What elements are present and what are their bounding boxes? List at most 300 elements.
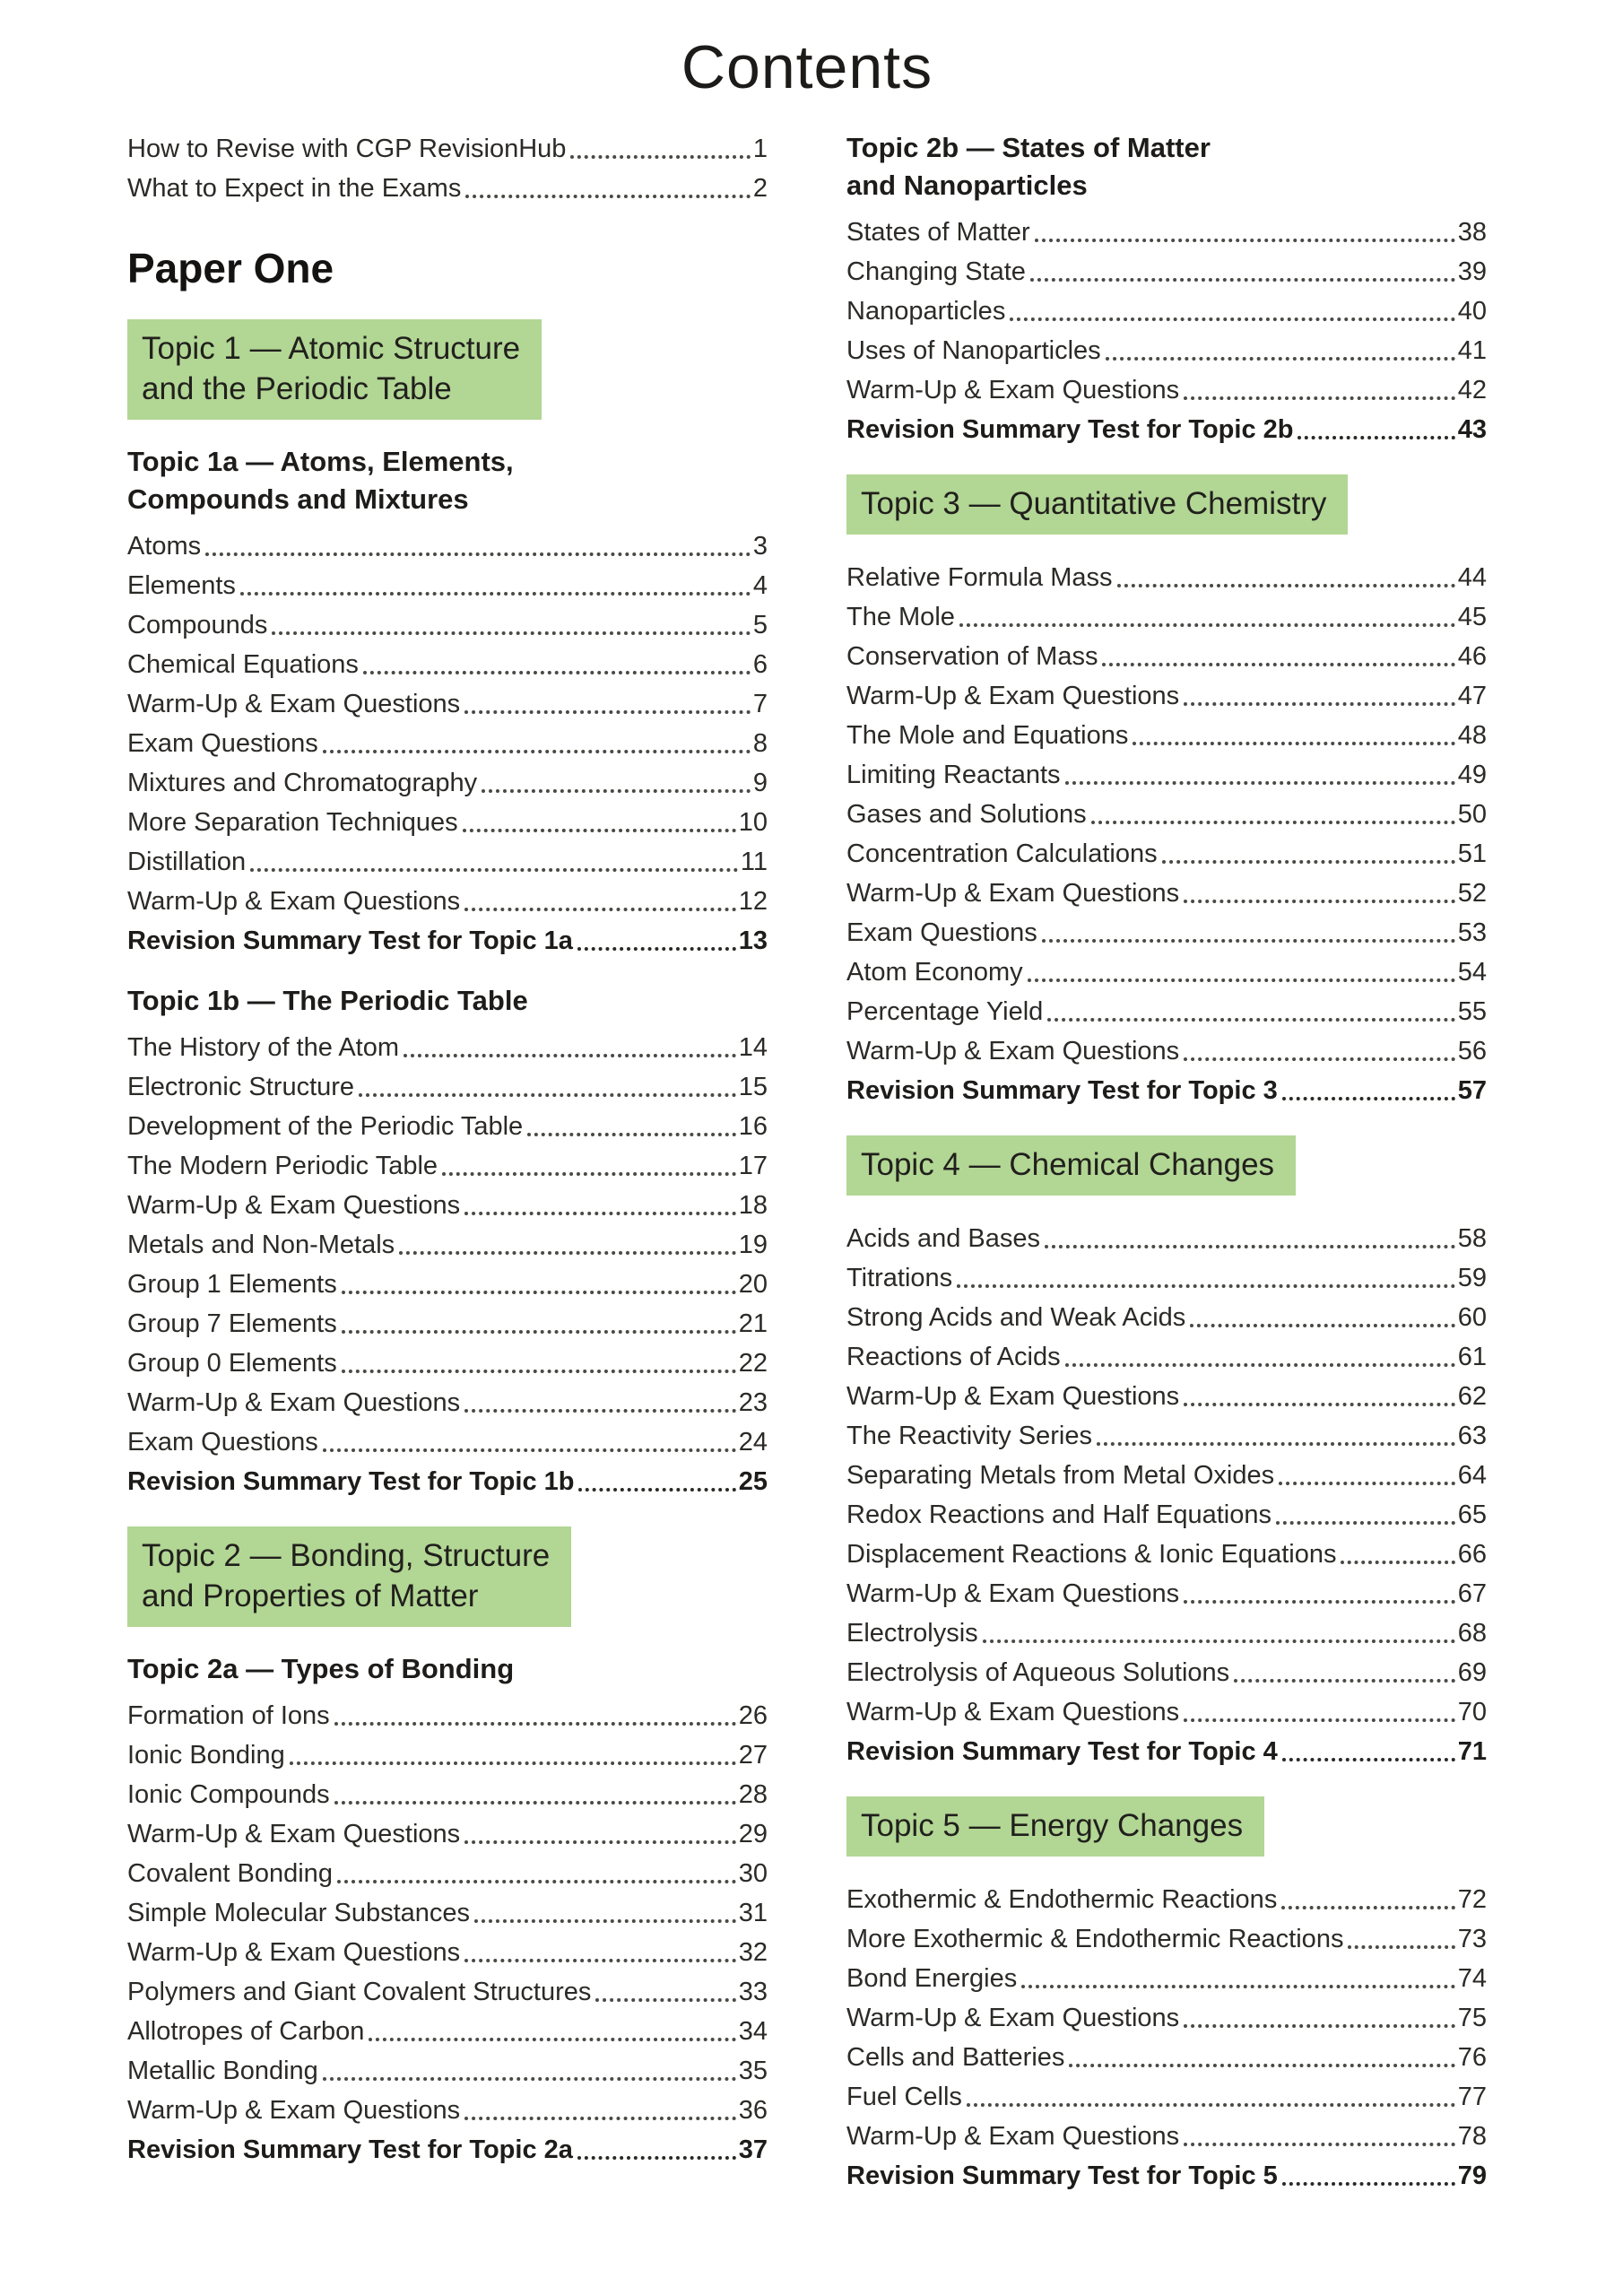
toc-entry-label: Warm-Up & Exam Questions [846,879,1180,908]
toc-entry-label: Development of the Periodic Table [127,1112,524,1141]
toc-entry-label: Revision Summary Test for Topic 1a [127,926,573,955]
toc-entry-page: 37 [738,2135,768,2164]
toc-entry-label: Percentage Yield [846,997,1044,1026]
dot-leader [369,2038,735,2041]
toc-entry-reactions-of-acids [846,1337,1487,1377]
toc-entry-page: 65 [1457,1500,1487,1529]
toc-entry-page: 18 [738,1191,768,1220]
toc-entry-label: Formation of Ions [127,1701,330,1730]
toc-entry-page: 17 [738,1152,768,1180]
dot-leader [342,1370,736,1373]
toc-entry-page: 40 [1457,297,1487,326]
topic-1b-the-periodic-table-heading [127,982,768,1020]
toc-entry-page: 43 [1457,415,1487,444]
toc-entry-label: Redox Reactions and Half Equations [846,1500,1271,1529]
dot-leader [967,2103,1455,2107]
heading-line: Topic 4 — Chemical Changes [861,1147,1275,1182]
toc-entry-page: 45 [1457,603,1487,631]
toc-entry-the-history-of-the-atom [127,1028,768,1067]
toc-entry-states-of-matter [846,213,1487,252]
toc-entry-page: 53 [1457,918,1487,947]
dot-leader [1028,978,1455,982]
dot-leader [442,1172,736,1176]
toc-entry-warm-up-exam-questions [846,1998,1487,2038]
toc-entry-conservation-of-mass [846,637,1487,676]
dot-leader [1069,2064,1454,2067]
toc-entry-page: 9 [752,769,768,797]
dot-leader [1065,781,1455,785]
toc-entry-page: 7 [752,690,768,718]
toc-entry-ionic-compounds [127,1775,768,1814]
toc-entry-page: 70 [1457,1698,1487,1726]
toc-entry-chemical-equations [127,645,768,684]
heading-line: Topic 5 — Energy Changes [861,1808,1244,1843]
toc-entry-distillation [127,842,768,882]
toc-entry-electrolysis [846,1613,1487,1653]
toc-entry-revision-summary-test-for-topic-2a [127,2130,768,2170]
toc-entry-page: 26 [738,1701,768,1730]
heading-line: and Properties of Matter [142,1578,479,1613]
dot-leader [1102,663,1454,666]
toc-entry-warm-up-exam-questions [846,874,1487,913]
toc-entry-label: Exam Questions [846,918,1037,947]
toc-entry-development-of-the-periodic-table [127,1107,768,1146]
toc-entry-page: 61 [1457,1343,1487,1371]
toc-entry-the-modern-periodic-table [127,1146,768,1186]
heading-line: Compounds and Mixtures [127,483,469,515]
toc-entry-page: 71 [1457,1737,1487,1766]
toc-entry-label: Acids and Bases [846,1224,1041,1253]
dot-leader [342,1291,736,1294]
toc-entry-page: 12 [738,887,768,916]
toc-entry-group-1-elements [127,1265,768,1304]
heading-line: Topic 1b — The Periodic Table [127,985,528,1016]
toc-entry-page: 13 [738,926,768,955]
toc-entry-group-7-elements [127,1304,768,1344]
toc-entry-label: Warm-Up & Exam Questions [846,376,1180,404]
toc-entry-label: The Reactivity Series [846,1422,1092,1450]
toc-entry-label: Revision Summary Test for Topic 4 [846,1737,1278,1766]
toc-entry-label: Group 7 Elements [127,1309,337,1338]
toc-entry-label: Exothermic & Endothermic Reactions [846,1885,1278,1914]
dot-leader [465,195,751,198]
heading-line: Topic 1 — Atomic Structure [142,331,521,366]
toc-entry-label: Metals and Non-Metals [127,1231,395,1259]
toc-entry-revision-summary-test-for-topic-2b [846,410,1487,449]
toc-entry-label: Warm-Up & Exam Questions [846,2004,1180,2032]
toc-entry-label: Mixtures and Chromatography [127,769,478,797]
toc-entry-label: Allotropes of Carbon [127,2017,365,2046]
toc-entry-label: Warm-Up & Exam Questions [846,1579,1180,1608]
dot-leader [1298,436,1454,439]
toc-entry-uses-of-nanoparticles [846,331,1487,370]
toc-entry-page: 5 [752,611,768,639]
toc-list [127,129,768,208]
dot-leader [464,710,751,714]
toc-entry-page: 48 [1457,721,1487,750]
toc-entry-page: 6 [752,650,768,679]
dot-leader [1184,1718,1455,1722]
dot-leader [1097,1442,1455,1446]
toc-entry-page: 38 [1457,218,1487,247]
topic-2b-states-of-matter-heading [846,129,1487,204]
toc-entry-label: Uses of Nanoparticles [846,336,1101,365]
toc-entry-page: 73 [1457,1925,1487,1953]
dot-leader [1091,821,1455,824]
toc-entry-the-mole [846,597,1487,637]
toc-entry-fuel-cells [846,2077,1487,2117]
toc-entry-label: More Separation Techniques [127,808,458,837]
toc-entry-label: Compounds [127,611,268,639]
dot-leader [1282,2182,1455,2186]
toc-entry-page: 66 [1457,1540,1487,1569]
topic-1a-atoms-elements-heading [127,443,768,518]
dot-leader [1065,1363,1455,1367]
heading-line: and the Periodic Table [142,371,452,406]
toc-entry-label: Warm-Up & Exam Questions [846,1037,1180,1065]
toc-entry-label: Reactions of Acids [846,1343,1061,1371]
toc-entry-bond-energies [846,1959,1487,1998]
toc-entry-label: Electrolysis [846,1619,978,1648]
dot-leader [342,1330,736,1334]
toc-entry-revision-summary-test-for-topic-1a [127,921,768,961]
toc-entry-page: 79 [1457,2161,1487,2190]
dot-leader [240,592,751,596]
toc-entry-concentration-calculations [846,834,1487,874]
dot-leader [1021,1985,1454,1988]
toc-entry-label: The Mole [846,603,955,631]
toc-entry-label: Warm-Up & Exam Questions [127,2096,461,2125]
dot-leader [1190,1324,1454,1327]
toc-entry-nanoparticles [846,291,1487,331]
toc-entry-warm-up-exam-questions [846,676,1487,716]
toc-entry-page: 52 [1457,879,1487,908]
dot-leader [1184,1600,1455,1604]
dot-leader [1133,742,1454,745]
dot-leader [474,1919,736,1923]
page-title: Contents [681,33,933,101]
toc-entry-label: Ionic Bonding [127,1741,285,1770]
toc-entry-displacement-reactions-ionic-equations [846,1535,1487,1574]
toc-entry-page: 31 [738,1899,768,1927]
toc-entry-label: Revision Summary Test for Topic 2a [127,2135,573,2164]
dot-leader [983,1639,1455,1643]
dot-leader [1042,939,1455,943]
toc-entry-label: Covalent Bonding [127,1859,333,1888]
toc-entry-label: The Modern Periodic Table [127,1152,438,1180]
toc-entry-label: Warm-Up & Exam Questions [127,1191,461,1220]
toc-entry-page: 74 [1457,1964,1487,1993]
toc-entry-page: 24 [738,1428,768,1457]
toc-entry-the-mole-and-equations [846,716,1487,755]
toc-entry-exam-questions [846,913,1487,952]
toc-entry-label: Warm-Up & Exam Questions [846,1382,1180,1411]
toc-entry-page: 21 [738,1309,768,1338]
toc-entry-page: 15 [738,1073,768,1101]
toc-entry-label: Group 1 Elements [127,1270,337,1299]
toc-entry-page: 59 [1457,1264,1487,1292]
toc-entry-warm-up-exam-questions [846,1692,1487,1732]
toc-entry-page: 27 [738,1741,768,1770]
toc-entry-page: 76 [1457,2043,1487,2072]
toc-entry-page: 46 [1457,642,1487,671]
toc-entry-page: 57 [1457,1076,1487,1105]
toc-entry-titrations [846,1258,1487,1298]
toc-entry-label: Simple Molecular Substances [127,1899,471,1927]
toc-entry-mixtures-and-chromatography [127,763,768,803]
toc-entry-elements [127,566,768,605]
toc-entry-label: Revision Summary Test for Topic 2b [846,415,1294,444]
topic-2a-types-of-bonding-heading [127,1650,768,1688]
toc-columns [127,129,1487,2205]
dot-leader [463,829,736,832]
dot-leader [1047,1018,1454,1022]
toc-entry-more-exothermic-endothermic-reactions [846,1919,1487,1959]
toc-entry-page: 69 [1457,1658,1487,1687]
dot-leader [1282,1097,1455,1100]
dot-leader [1010,317,1454,321]
toc-entry-label: Titrations [846,1264,953,1292]
topic-1-atomic-structure-banner [127,319,542,420]
toc-entry-page: 78 [1457,2122,1487,2151]
toc-entry-label: Relative Formula Mass [846,563,1113,592]
toc-entry-page: 8 [752,729,768,758]
toc-entry-warm-up-exam-questions [127,684,768,724]
toc-entry-covalent-bonding [127,1854,768,1893]
toc-entry-label: Revision Summary Test for Topic 1b [127,1467,575,1496]
toc-entry-label: Conservation of Mass [846,642,1098,671]
dot-leader [464,908,736,911]
dot-leader [1281,1906,1454,1909]
toc-entry-relative-formula-mass [846,558,1487,597]
toc-entry-exam-questions [127,724,768,763]
dot-leader [464,1840,736,1844]
dot-leader [334,1722,736,1726]
toc-entry-metallic-bonding [127,2051,768,2091]
toc-list [846,1880,1487,2196]
dot-leader [272,631,750,635]
toc-entry-page: 51 [1457,839,1487,868]
toc-entry-page: 2 [752,174,768,203]
dot-leader [1045,1245,1455,1248]
dot-leader [464,1212,736,1215]
heading-line: Topic 2b — States of Matter [846,132,1211,163]
toc-entry-label: Atom Economy [846,958,1023,987]
toc-entry-warm-up-exam-questions [846,370,1487,410]
toc-column-2 [846,129,1487,2205]
dot-leader [1348,1945,1454,1949]
toc-entry-electronic-structure [127,1067,768,1107]
dot-leader [482,789,751,793]
toc-entry-simple-molecular-substances [127,1893,768,1933]
dot-leader [570,155,750,159]
toc-entry-label: Separating Metals from Metal Oxides [846,1461,1275,1490]
toc-entry-revision-summary-test-for-topic-1b [127,1462,768,1501]
dot-leader [334,1801,736,1805]
toc-entry-exothermic-endothermic-reactions [846,1880,1487,1919]
heading-line: Topic 2 — Bonding, Structure [142,1538,551,1573]
toc-entry-more-separation-techniques [127,803,768,842]
toc-entry-label: Changing State [846,257,1026,286]
toc-entry-label: Warm-Up & Exam Questions [846,682,1180,710]
toc-list [127,1028,768,1501]
toc-entry-page: 25 [738,1467,768,1496]
heading-line: Topic 3 — Quantitative Chemistry [861,486,1327,521]
toc-entry-warm-up-exam-questions [127,1383,768,1422]
toc-entry-page: 72 [1457,1885,1487,1914]
toc-entry-page: 36 [738,2096,768,2125]
dot-leader [399,1251,736,1255]
toc-entry-page: 63 [1457,1422,1487,1450]
toc-list [127,526,768,961]
dot-leader [1184,1403,1455,1406]
toc-entry-page: 22 [738,1349,768,1378]
toc-entry-warm-up-exam-questions [127,882,768,921]
toc-entry-atom-economy [846,952,1487,992]
toc-entry-strong-acids-and-weak-acids [846,1298,1487,1337]
toc-entry-page: 67 [1457,1579,1487,1608]
toc-entry-label: Revision Summary Test for Topic 3 [846,1076,1278,1105]
toc-entry-label: Bond Energies [846,1964,1018,1993]
dot-leader [464,1959,736,1962]
toc-entry-label: Electronic Structure [127,1073,355,1101]
dot-leader [359,1093,736,1097]
heading-line: Topic 1a — Atoms, Elements, [127,446,514,477]
toc-entry-warm-up-exam-questions [127,1933,768,1972]
toc-entry-atoms [127,526,768,566]
toc-entry-warm-up-exam-questions [127,2091,768,2130]
toc-entry-label: Warm-Up & Exam Questions [127,887,461,916]
toc-entry-group-0-elements [127,1344,768,1383]
toc-entry-label: Warm-Up & Exam Questions [127,690,461,718]
toc-entry-label: Elements [127,571,236,600]
toc-entry-warm-up-exam-questions [127,1814,768,1854]
toc-entry-label: Nanoparticles [846,297,1006,326]
toc-entry-page: 32 [738,1938,768,1967]
toc-entry-page: 20 [738,1270,768,1299]
toc-entry-label: Polymers and Giant Covalent Structures [127,1978,592,2006]
toc-entry-warm-up-exam-questions [846,1574,1487,1613]
toc-entry-polymers-and-giant-covalent-structures [127,1972,768,2012]
toc-entry-page: 49 [1457,761,1487,789]
toc-entry-label: Cells and Batteries [846,2043,1065,2072]
toc-entry-page: 14 [738,1033,768,1062]
toc-entry-redox-reactions-and-half-equations [846,1495,1487,1535]
toc-entry-label: Warm-Up & Exam Questions [846,2122,1180,2151]
dot-leader [1030,278,1455,282]
dot-leader [323,2077,736,2081]
toc-entry-page: 62 [1457,1382,1487,1411]
toc-entry-page: 75 [1457,2004,1487,2032]
toc-entry-revision-summary-test-for-topic-4 [846,1732,1487,1771]
toc-entry-page: 30 [738,1859,768,1888]
toc-entry-formation-of-ions [127,1696,768,1735]
toc-entry-page: 4 [752,571,768,600]
dot-leader [363,671,751,674]
toc-entry-label: Group 0 Elements [127,1349,337,1378]
dot-leader [1184,900,1455,903]
toc-entry-page: 1 [752,135,768,163]
toc-entry-separating-metals-from-metal-oxides [846,1456,1487,1495]
toc-entry-page: 60 [1457,1303,1487,1332]
dot-leader [577,947,736,951]
toc-entry-page: 29 [738,1820,768,1848]
toc-entry-warm-up-exam-questions [846,1377,1487,1416]
dot-leader [323,1448,736,1452]
toc-entry-page: 50 [1457,800,1487,829]
dot-leader [1234,1679,1455,1683]
toc-entry-page: 54 [1457,958,1487,987]
topic-3-quantitative-chemistry-banner [846,474,1348,535]
toc-entry-page: 28 [738,1780,768,1809]
toc-entry-the-reactivity-series [846,1416,1487,1456]
toc-entry-page: 10 [738,808,768,837]
toc-entry-page: 41 [1457,336,1487,365]
topic-4-chemical-changes-banner [846,1135,1296,1196]
toc-list [846,213,1487,449]
toc-entry-page: 56 [1457,1037,1487,1065]
dot-leader [578,1488,735,1492]
dot-leader [205,552,751,556]
toc-entry-label: Strong Acids and Weak Acids [846,1303,1186,1332]
toc-entry-page: 11 [740,848,768,876]
dot-leader [1184,1057,1455,1061]
toc-entry-label: Warm-Up & Exam Questions [846,1698,1180,1726]
dot-leader [1276,1521,1455,1525]
toc-entry-gases-and-solutions [846,795,1487,834]
dot-leader [527,1133,736,1136]
dot-leader [1184,396,1455,400]
dot-leader [1117,584,1455,587]
topic-2-bonding-structure-banner [127,1526,571,1627]
dot-leader [337,1880,736,1883]
dot-leader [290,1761,736,1765]
toc-entry-allotropes-of-carbon [127,2012,768,2051]
toc-entry-cells-and-batteries [846,2038,1487,2077]
heading-line: and Nanoparticles [846,170,1088,201]
toc-list [846,1219,1487,1771]
toc-entry-page: 23 [738,1388,768,1417]
dot-leader [595,1998,735,2002]
dot-leader [1184,2143,1455,2146]
dot-leader [577,2156,736,2160]
dot-leader [1279,1482,1455,1485]
toc-entry-label: Atoms [127,532,202,561]
toc-entry-label: Displacement Reactions & Ionic Equations [846,1540,1337,1569]
toc-entry-ionic-bonding [127,1735,768,1775]
toc-list [127,1696,768,2170]
toc-entry-acids-and-bases [846,1219,1487,1258]
dot-leader [1162,860,1455,864]
toc-list [846,558,1487,1110]
toc-entry-revision-summary-test-for-topic-3 [846,1071,1487,1110]
toc-entry-label: Exam Questions [127,729,318,758]
toc-entry-label: Warm-Up & Exam Questions [127,1820,461,1848]
toc-entry-page: 3 [752,532,768,561]
toc-entry-label: Electrolysis of Aqueous Solutions [846,1658,1230,1687]
toc-entry-how-to-revise-with-cgp-revisionhub [127,129,768,169]
dot-leader [464,2117,736,2120]
toc-entry-what-to-expect-in-the-exams [127,169,768,208]
toc-entry-label: Warm-Up & Exam Questions [127,1938,461,1967]
toc-entry-label: Chemical Equations [127,650,359,679]
toc-column-1 [127,129,768,2179]
toc-entry-page: 19 [738,1231,768,1259]
dot-leader [1341,1561,1454,1564]
toc-entry-warm-up-exam-questions [127,1186,768,1225]
toc-entry-label: The History of the Atom [127,1033,400,1062]
dot-leader [959,623,1455,627]
